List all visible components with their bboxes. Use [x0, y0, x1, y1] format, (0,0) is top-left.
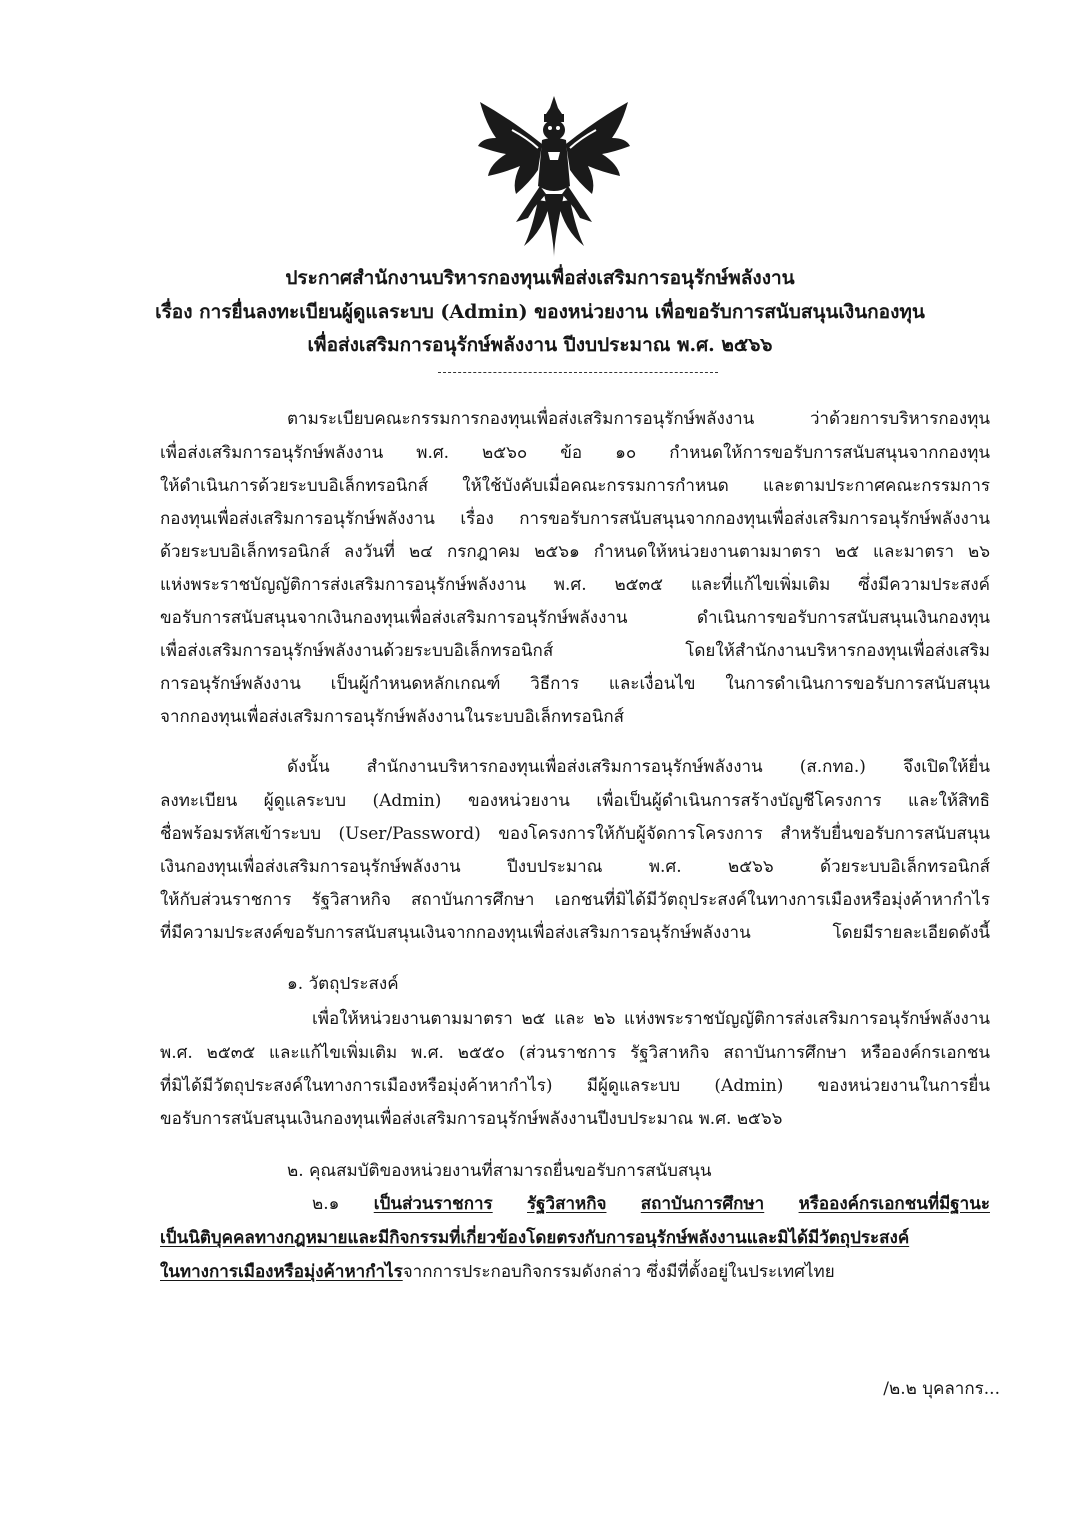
section2-item-line2: เป็นนิติบุคคลทางกฎหมายและมีกิจกรรมที่เกี่ยวข้องโดยตรงกับการอนุรักษ์พลังงานและมิได้มีวัตถุประสงค์ — [160, 1228, 910, 1248]
section1-title: ๑. วัตถุประสงค์ — [287, 974, 399, 994]
underlined-text: ในทางการเมืองหรือมุ่งค้าหากำไร — [160, 1262, 403, 1282]
item-number: ๒.๑ — [312, 1194, 340, 1214]
section1-line: พ.ศ. ๒๕๓๕ และแก้ไขเพิ่มเติม พ.ศ. ๒๕๕๐ (ส่วนราชการ รัฐวิสาหกิจ สถาบันการศึกษา หรือองค์กรเอกชน — [160, 1043, 990, 1063]
para1-line: จากกองทุนเพื่อส่งเสริมการอนุรักษ์พลังงานในระบบอิเล็กทรอนิกส์ — [160, 707, 625, 727]
para2-line: ลงทะเบียน ผู้ดูแลระบบ (Admin) ของหน่วยงาน เพื่อเป็นผู้ดำเนินการสร้างบัญชีโครงการ และให้สิทธิ — [160, 791, 990, 811]
section2-item-line3 — [160, 1258, 835, 1285]
section2-title: ๒. คุณสมบัติของหน่วยงานที่สามารถยื่นขอรับการสนับสนุน — [287, 1161, 712, 1181]
para2-line: ที่มีความประสงค์ขอรับการสนับสนุนเงินจากกองทุนเพื่อส่งเสริมการอนุรักษ์พลังงาน โดยมีรายละเอียดดังนี้ — [160, 923, 990, 943]
section1-line: ที่มิได้มีวัตถุประสงค์ในทางการเมืองหรือมุ่งค้าหากำไร) มีผู้ดูแลระบบ (Admin) ของหน่วยงานในการยื่น — [160, 1076, 990, 1096]
para1-line: กองทุนเพื่อส่งเสริมการอนุรักษ์พลังงาน เรื่อง การขอรับการสนับสนุนจากกองทุนเพื่อส่งเสริมการอนุรักษ์พลังงาน — [160, 509, 990, 529]
para1-line: เพื่อส่งเสริมการอนุรักษ์พลังงาน พ.ศ. ๒๕๖๐ ข้อ ๑๐ กำหนดให้การขอรับการสนับสนุนจากกองทุน — [160, 443, 990, 463]
underlined-text: รัฐวิสาหกิจ — [527, 1194, 607, 1214]
para1-line: แห่งพระราชบัญญัติการส่งเสริมการอนุรักษ์พลังงาน พ.ศ. ๒๕๓๕ และที่แก้ไขเพิ่มเติม ซึ่งมีความประสงค์ — [160, 575, 990, 595]
para2-line: ชื่อพร้อมรหัสเข้าระบบ (User/Password) ของโครงการให้กับผู้จัดการโครงการ สำหรับยื่นขอรับการสนับสนุน — [160, 824, 990, 844]
para1-line: เพื่อส่งเสริมการอนุรักษ์พลังงานด้วยระบบอิเล็กทรอนิกส์ โดยให้สำนักงานบริหารกองทุนเพื่อส่งเสริม — [160, 641, 990, 661]
header-line-3: เพื่อส่งเสริมการอนุรักษ์พลังงาน ปีงบประมาณ พ.ศ. ๒๕๖๖ — [307, 334, 773, 356]
para1-line: ด้วยระบบอิเล็กทรอนิกส์ ลงวันที่ ๒๔ กรกฎาคม ๒๕๖๑ กำหนดให้หน่วยงานตามมาตรา ๒๕ และมาตรา ๒๖ — [160, 542, 990, 562]
para1-line: ตามระเบียบคณะกรรมการกองทุนเพื่อส่งเสริมการอนุรักษ์พลังงาน ว่าด้วยการบริหารกองทุน — [287, 409, 990, 429]
underlined-text: สถาบันการศึกษา — [640, 1194, 765, 1214]
para2-line: ดังนั้น สำนักงานบริหารกองทุนเพื่อส่งเสริมการอนุรักษ์พลังงาน (ส.กทอ.) จึงเปิดให้ยื่น — [287, 757, 990, 777]
para1-line: ให้ดำเนินการด้วยระบบอิเล็กทรอนิกส์ ให้ใช้บังคับเมื่อคณะกรรมการกำหนด และตามประกาศคณะกรรมการ — [160, 476, 990, 496]
section2-item-line1 — [312, 1190, 990, 1217]
para2-line: ให้กับส่วนราชการ รัฐวิสาหกิจ สถาบันการศึกษา เอกชนที่มิได้มีวัตถุประสงค์ในทางการเมืองหรือมุ่งค้าหากำไร — [160, 890, 990, 910]
underlined-text: เป็นส่วนราชการ — [373, 1194, 493, 1214]
underlined-text: หรือองค์กรเอกชนที่มีฐานะ — [798, 1194, 990, 1214]
section1-line: เพื่อให้หน่วยงานตามมาตรา ๒๕ และ ๒๖ แห่งพระราชบัญญัติการส่งเสริมการอนุรักษ์พลังงาน — [312, 1009, 990, 1029]
para1-line: การอนุรักษ์พลังงาน เป็นผู้กำหนดหลักเกณฑ์ วิธีการ และเงื่อนไข ในการดำเนินการขอรับการสนับสนุน — [160, 674, 990, 694]
section1-line: ขอรับการสนับสนุนเงินกองทุนเพื่อส่งเสริมการอนุรักษ์พลังงานปีงบประมาณ พ.ศ. ๒๕๖๖ — [160, 1109, 783, 1129]
header-divider — [438, 372, 718, 373]
garuda-emblem — [472, 90, 636, 262]
para1-line: ขอรับการสนับสนุนจากเงินกองทุนเพื่อส่งเสริมการอนุรักษ์พลังงาน ดำเนินการขอรับการสนับสนุนเงินกองทุน — [160, 608, 990, 628]
item-text: จากการประกอบกิจกรรมดังกล่าว ซึ่งมีที่ตั้งอยู่ในประเทศไทย — [402, 1262, 835, 1282]
header-line-1: ประกาศสำนักงานบริหารกองทุนเพื่อส่งเสริมการอนุรักษ์พลังงาน — [285, 267, 795, 289]
para2-line: เงินกองทุนเพื่อส่งเสริมการอนุรักษ์พลังงาน ปีงบประมาณ พ.ศ. ๒๕๖๖ ด้วยระบบอิเล็กทรอนิกส์ — [160, 857, 990, 877]
page-continuation: /๒.๒ บุคลากร... — [883, 1379, 1000, 1399]
header-line-2: เรื่อง การยื่นลงทะเบียนผู้ดูแลระบบ (Admin) ของหน่วยงาน เพื่อขอรับการสนับสนุนเงินกองทุน — [155, 301, 925, 323]
